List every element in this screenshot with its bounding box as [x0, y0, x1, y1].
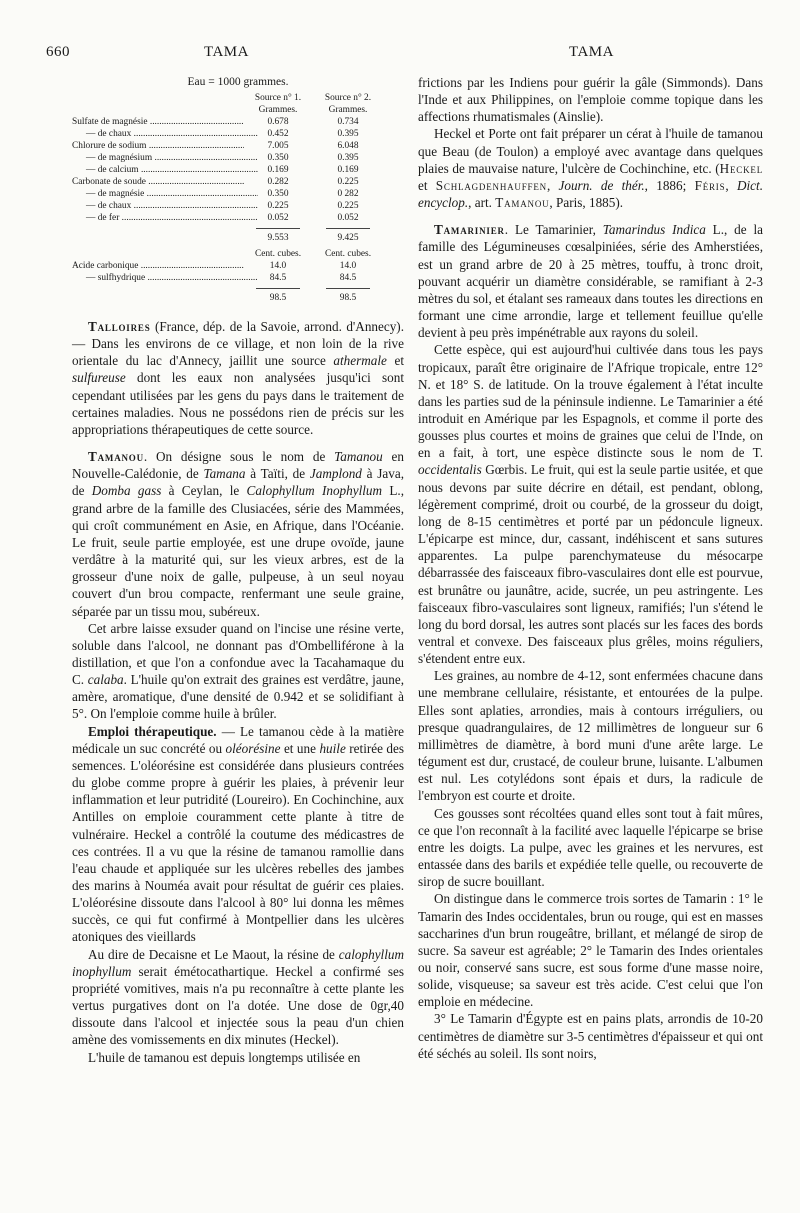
italic-term: oléorésine	[225, 740, 281, 756]
entry-text: Au dire de Decaisne et Le Maout, la résine de	[88, 946, 339, 962]
gas-value-2: 14.0	[339, 261, 357, 271]
gas-row	[72, 272, 404, 284]
table-header-row	[72, 92, 404, 104]
entry-text: Gœrbis. Le fruit, qui est la seule partie usitée, et que nous devons par suite décrire en détail, est pendant, oblong, légèrement comprimé, droit ou courbé, de la grosseur du doigt, long de 8-15 centimètres et porté par un pédoncule ligneux. L'épicarpe est mince, dur, cassant, indéhiscent et sans sutures apparentes. La pulpe parenchymateuse du mésocarpe débarrassée des faisceaux fibro-vasculaires dont elle est pourvue, est brunâtre ou jaunâtre, acide, sucrée, un peu astringente. Les faisceaux fibro-vasculaires sont ligneux, ramifiés; l'un s'étend le long du bord dorsal, les autres sont placés sur les faces des bords ventral et convexe. Des faisceaux plus grêles, moins réguliers, s'étendent entre eux.	[418, 462, 763, 667]
salt-value-1: 0.350	[267, 153, 289, 163]
salt-value-1: 0.052	[267, 213, 289, 223]
salt-value-1: 0.282	[267, 177, 289, 187]
total-col1: 9.553	[267, 233, 289, 243]
salt-row	[72, 152, 404, 164]
salt-value-2: 0.395	[337, 129, 359, 139]
entry-text: . On désigne sous le nom de	[143, 449, 335, 465]
entry-text: . L'huile qu'on extrait des graines est verdâtre, jaune, amère, aromatique, d'une densité de 0.942 et se solidifiant à 5°. On l'emploie comme huile à brûler.	[72, 672, 405, 722]
italic-term: occidentalis	[418, 462, 482, 478]
gas-row	[72, 260, 404, 272]
paragraph-cerat	[418, 125, 763, 211]
entry-text: serait émétocathartique. Heckel a confirmé ses propriété vomitives, mais n'a pu reconnaître à cette plante les vertus purgatives dont on l'a dotée. Une dose de 0gr,40 dissoute dans l'alcool et injectée sous la peau d'un chien amène des vomissements en dix minutes (Heckel).	[72, 963, 404, 1048]
salt-value-1: 7.005	[267, 141, 289, 151]
gas-total-rule-2	[326, 288, 370, 289]
paragraph-egypte: 3° Le Tamarin d'Égypte est en pains plats, arrondis de 10-20 centimètres de diamètre sur 3-5 centimètres d'épaisseur et qui ont été séchés au soleil. Ils sont noirs,	[418, 1011, 763, 1061]
salt-name: Carbonate de soude .....	[72, 176, 244, 188]
paragraph-huile: L'huile de tamanou est depuis longtemps utilisée en	[88, 1049, 361, 1065]
running-head-left: TAMA	[204, 44, 249, 60]
salt-value-2: 0.734	[337, 117, 359, 127]
salt-name: — de calcium .....	[72, 164, 258, 176]
entry-text: dont les eaux non analysées jusqu'ici sont cependant utilisées par les gens du pays dans le traitement de certaines maladies. Nous ne possédons rien de précis sur les appropriations thérapeutiques de cette source.	[72, 370, 404, 437]
salt-name: — de chaux .....	[72, 200, 258, 212]
gas-total-rule-1	[256, 288, 300, 289]
author-name: Heckel	[719, 160, 763, 176]
table-body	[72, 116, 404, 224]
gas-unit-col1: Cent. cubes.	[254, 249, 302, 259]
entry-heading-tamanou: Tamanou	[88, 449, 144, 465]
table-total-row	[72, 232, 404, 244]
gas-total-row	[72, 292, 404, 304]
entry-text: à Ceylan, le	[161, 483, 247, 499]
italic-term: calaba	[87, 672, 124, 688]
entry-text: à Taïti, de	[245, 466, 310, 482]
salt-row	[72, 116, 404, 128]
entry-tamarinier	[418, 221, 763, 341]
entry-text: ,	[725, 177, 737, 193]
subheading-emploi: Emploi thérapeutique.	[88, 723, 217, 739]
entry-text: . Le Tamarinier,	[504, 222, 603, 238]
paragraph-gousses: Ces gousses sont récoltées quand elles sont tout à fait mûres, ce que l'on reconnaît à la facilité avec laquelle l'épicarpe se brise entre les doigts. La pulpe, avec les graines et les nervures, est entassée dans des barils et expédiée telle quelle, ou recouverte de sirop de sucre bouillant.	[418, 805, 763, 890]
entry-talloires	[72, 318, 404, 438]
right-column	[418, 74, 763, 1062]
entry-text: et	[418, 177, 436, 193]
gas-unit-col2: Cent. cubes.	[324, 249, 372, 259]
entry-text: en Nouvelle-Calédonie, de	[72, 449, 405, 482]
salt-name: Sulfate de magnésie .....	[72, 116, 244, 128]
entry-heading-talloires: Talloires	[88, 319, 151, 334]
salt-name: — de chaux .....	[72, 128, 258, 140]
italic-term: Tamarindus Indica	[602, 222, 706, 238]
salt-value-1: 0.350	[267, 189, 289, 199]
salt-name: Chlorure de sodium .....	[72, 140, 244, 152]
table-unit-row	[72, 104, 404, 116]
left-column	[72, 74, 404, 1066]
salt-value-2: 0.169	[337, 165, 359, 175]
gas-total-col1: 98.5	[269, 293, 287, 303]
salt-value-1: 0.678	[267, 117, 289, 127]
table-caption: Eau = 1000 grammes.	[187, 76, 289, 88]
gas-total-rule-row	[72, 284, 404, 292]
gas-value-1: 84.5	[269, 273, 287, 283]
col2-header: Source n° 2.	[324, 93, 372, 103]
journal-title: Dict. encyclop.	[418, 177, 763, 211]
salt-value-1: 0.169	[267, 165, 289, 175]
paragraph-sortes: On distingue dans le commerce trois sortes de Tamarin : 1° le Tamarin des Indes occidentales, brun ou rouge, qui est en masses saccharines d'un brun rougeâtre, brillant, et mélangé de sirop de sucre. Sa saveur est agréable; 2° le Tamarin des Indes orientales ou noir, conservé sans sucre, est sous forme d'une masse noire, solide, visqueuse; sa saveur est très acide. C'est celui que l'on emploie en médecine.	[418, 891, 763, 1010]
entry-text: — Le tamanou cède à la matière médicale un suc concrété ou	[72, 723, 404, 756]
paragraph-resin	[72, 620, 404, 723]
paragraph-frictions: frictions par les Indiens pour guérir la gâle (Simmonds). Dans l'Inde et aux Philippines, on l'emploie comme topique dans les affections rhumatismales (Ainslie).	[418, 75, 763, 125]
italic-term: Domba gass	[91, 483, 162, 499]
article-name: Tamanou	[495, 195, 550, 211]
salt-value-2: 0.395	[337, 153, 359, 163]
salt-value-2: 6.048	[337, 141, 359, 151]
gas-total-col2: 98.5	[339, 293, 357, 303]
salt-name: — de magnésium .....	[72, 152, 258, 164]
author-name: Schlagdenhauffen	[435, 177, 547, 193]
italic-term: Jamplond	[309, 466, 362, 482]
entry-text: Cette espèce, qui est aujourd'hui cultivée dans tous les pays tropicaux, paraît être originaire de l'Afrique tropicale, entre 12° N. et 18° S. de latitude. On la trouve également à l'état inculte dans les parties sud de la péninsule indienne. Le Tamarinier a été introduit en Amérique par les Espagnols, et comme il porte des gousses plus courtes et moins de graines que celui de l'Inde, on en a fait, à tort, une espèce distincte sous le nom de T.	[418, 342, 763, 461]
gas-value-1: 14.0	[269, 261, 287, 271]
col2-unit: Grammes.	[328, 105, 368, 115]
total-col2: 9.425	[337, 233, 359, 243]
salt-value-1: 0.452	[267, 129, 289, 139]
italic-term: Tamanou	[334, 449, 383, 465]
salt-value-1: 0.225	[267, 201, 289, 211]
paragraph-espece	[418, 341, 763, 667]
entry-text: Heckel et Porte ont fait préparer un cérat à l'huile de tamanou que Beau (de Toulon) a employé avec avantage dans quelques plaies de mauvaise nature, l'ulcère de Cochinchine, etc. (	[418, 126, 763, 176]
salt-name: — de magnésie .....	[72, 188, 258, 200]
italic-term: calophyllum inophyllum	[72, 946, 404, 979]
entry-text: , art.	[468, 195, 496, 211]
gas-name: Acide carbonique .....	[72, 260, 244, 272]
entry-text: , 1886;	[644, 177, 695, 193]
entry-heading-tamarinier: Tamarinier	[434, 222, 505, 238]
total-rule-1	[256, 228, 300, 229]
gas-table-body	[72, 260, 404, 284]
gas-name: — sulfhydrique .....	[72, 272, 258, 284]
entry-text: Cet arbre laisse exsuder quand on l'incise une résine verte, soluble dans l'alcool, ne donnant pas d'Ombelliférone à la distillation, et que l'on a confondue avec la Tacahamaque du C.	[72, 620, 404, 688]
paragraph-emploi	[72, 723, 404, 946]
author-name: Féris	[694, 177, 726, 193]
salt-name: — de fer .....	[72, 212, 258, 224]
salt-row	[72, 128, 404, 140]
entry-text: (France, dép. de la Savoie, arrond. d'Annecy). — Dans les environs de ce village, et non loin de la rive orientale du lac d'Annecy, jaillit une source	[72, 319, 404, 369]
entry-tamanou	[72, 448, 404, 620]
italic-term: Calophyllum Inophyllum	[246, 483, 383, 499]
entry-text: et une	[280, 740, 320, 756]
salt-row	[72, 164, 404, 176]
entry-text: ,	[546, 177, 559, 193]
salt-row	[72, 176, 404, 188]
running-head-right: TAMA	[569, 44, 614, 60]
total-rule-2	[326, 228, 370, 229]
paragraph-decaisne	[72, 946, 404, 1049]
journal-title: Journ. de thér.	[558, 177, 645, 193]
italic-term: sulfureuse	[72, 370, 126, 386]
entry-text: L., grand arbre de la famille des Clusiacées, série des Mammées, qui croît communément en Asie, en Afrique, dans l'Océanie. Le fruit, seule partie employée, est une drupe ovoïde, jaune verdâtre à la maturité qui, sur les vieux arbres, est de la grosseur d'une noix de galle, pulpeuse, à un seul noyau couvert d'un brou compacte, renfermant une seule graine, séparée par un tissu mou, subéreux.	[72, 483, 404, 619]
entry-text: retirée des semences. L'oléorésine est considérée dans plusieurs contrées du globe comme propre à guérir les plaies, à prévenir leur inflammation et leur putridité (Loureiro). En Cochinchine, aux Antilles on emploie couramment cette plante à titre de vulnéraire. Heckel a contrôlé la coutume des médicastres de ces contrées. Il a vu que la résine de tamanou ramollie dans l'eau chaude et appliquée sur les ulcères rebelles des jambes des marins à Nouméa avait pour résultat de guérir ces plaies. L'oléorésine dissoute dans l'alcool à 80° lui donna les mêmes succès, ce qui fut confirmé à Montpellier dans les ulcères atoniques des vieillards	[72, 740, 405, 945]
salt-value-2: 0.225	[337, 201, 359, 211]
salt-value-2: 0 282	[337, 189, 359, 199]
salt-row	[72, 140, 404, 152]
italic-term: huile	[319, 740, 346, 756]
col1-unit: Grammes.	[258, 105, 298, 115]
col1-header: Source n° 1.	[254, 93, 302, 103]
total-rule-row	[72, 224, 404, 232]
gas-unit-row	[72, 248, 404, 260]
gas-value-2: 84.5	[339, 273, 357, 283]
entry-text: , Paris, 1885).	[549, 195, 624, 211]
entry-text: et	[386, 353, 404, 369]
salt-row	[72, 200, 404, 212]
paragraph-graines: Les graines, au nombre de 4-12, sont enfermées chacune dans une membrane cellulaire, résistante, et entourées de la pulpe. Elles sont aplaties, arrondies, mais à contours irréguliers, ou presque quadrangulaires, de 12 millimètres de longueur sur 6 millimètres de diamètre, à bord muni d'une arête large. Le tégument est dur, crustacé, de couleur brune, luisante. L'albumen est nul. Les cotylédons sont épais et durs, la radicule de l'embryon est courte et droite.	[418, 668, 763, 804]
italic-term: athermale	[333, 353, 387, 369]
salt-row	[72, 188, 404, 200]
water-analysis-table	[72, 76, 404, 304]
entry-text: à Java, de	[72, 466, 404, 499]
salt-value-2: 0.225	[337, 177, 359, 187]
entry-text: L., de la famille des Légumineuses cœsalpiniées, série des Amherstiées, est un grand arbre de 20 à 25 mètres, touffu, à tronc droit, pouvant acquérir un diamètre considérable, se ramifiant à 2-3 mètres du sol, et étalant ses rameaux dans toutes les directions en formant une cime arrondie, large et tellement feuillue qu'elle devient à peu près impénétrable aux rayons du soleil.	[418, 222, 763, 341]
salt-value-2: 0.052	[337, 213, 359, 223]
italic-term: Tamana	[203, 466, 246, 482]
salt-row	[72, 212, 404, 224]
page-number: 660	[46, 44, 70, 60]
